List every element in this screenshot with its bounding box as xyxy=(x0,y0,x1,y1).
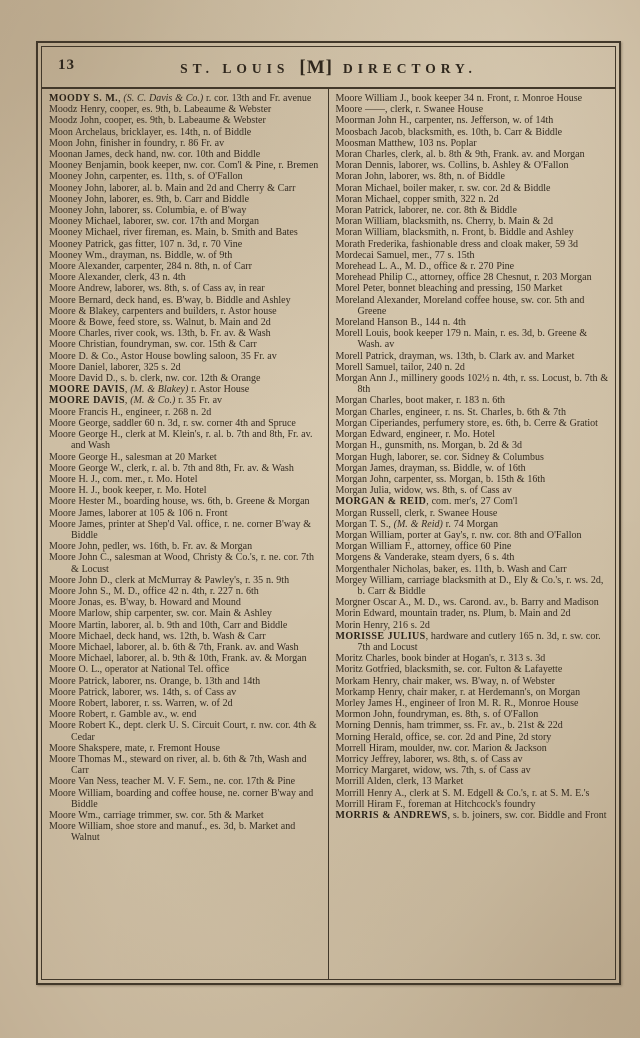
directory-entry: Moore David D., s. b. clerk, nw. cor. 12th & Orange xyxy=(49,373,261,385)
directory-entry: Moore Robert, laborer, r. ss. Warren, w. of 2d xyxy=(49,697,233,709)
page-number: 13 xyxy=(58,57,75,73)
directory-entry: Moosbach Jacob, blacksmith, es. 10th, b. Carr & Biddle xyxy=(335,126,563,138)
directory-entry: Moore John, pedler, ws. 16th, b. Fr. av. & Morgan xyxy=(49,541,253,553)
directory-entry: Mooney Michael, laborer, sw. cor. 17th and Morgan xyxy=(49,216,259,228)
directory-entry: Moosman Matthew, 103 ns. Poplar xyxy=(335,137,477,149)
directory-entry: Morehead Philip C., attorney, office 28 Chesnut, r. 203 Morgan xyxy=(335,272,592,284)
directory-entry: Moore Wm., carriage trimmer, sw. cor. 5th & Market xyxy=(49,810,264,821)
directory-entry: Moritz Gotfried, blacksmith, se. cor. Fulton & Lafayette xyxy=(335,664,563,676)
directory-entry: Moore Van Ness, teacher M. V. F. Sem., ne. cor. 17th & Pine xyxy=(49,776,296,788)
directory-entry: Morgan H., gunsmith, ns. Morgan, b. 2d & 3d xyxy=(335,440,522,452)
title-left: ST. LOUIS xyxy=(180,61,290,76)
directory-entry: Morrill Alden, clerk, 13 Market xyxy=(335,776,464,788)
directory-entry: Moore Patrick, laborer, ns. Orange, b. 13th and 14th xyxy=(49,675,261,687)
directory-entry: Moran Michael, copper smith, 322 n. 2d xyxy=(335,193,499,205)
directory-entry: Moore Daniel, laborer, 325 s. 2d xyxy=(49,361,181,373)
directory-entry: Morkamp Henry, chair maker, r. at Herdemann's, on Morgan xyxy=(335,686,581,698)
directory-entry: Mooney John, laborer, es. 9th, b. Carr and Biddle xyxy=(49,193,250,205)
directory-entry: Moore & Bowe, feed store, ss. Walnut, b. Main and 2d xyxy=(49,317,271,329)
directory-entry: Mooney Wm., drayman, ns. Biddle, w. of 9th xyxy=(49,249,233,261)
title-section-letter: [M] xyxy=(299,57,333,78)
directory-entry: Morin Henry, 216 s. 2d xyxy=(335,619,430,631)
directory-entry: MOODY S. M., (S. C. Davis & Co.) r. cor. 13th and Fr. avenue xyxy=(49,93,312,104)
directory-entry: Moran John, laborer, ws. 8th, n. of Biddle xyxy=(335,171,505,183)
directory-entry: Moore O. L., operator at National Tel. office xyxy=(49,664,230,676)
page-header xyxy=(42,47,615,89)
directory-entry: Morgan Ciperiandes, perfumery store, es. 6th, b. Cerre & Gratiot xyxy=(335,417,598,429)
directory-entry: Morell Louis, book keeper 179 n. Main, r. es. 3d, b. Greene & Wash. av xyxy=(335,328,588,351)
directory-entry: Mooney Patrick, gas fitter, 107 n. 3d, r. 70 Vine xyxy=(49,238,243,250)
directory-entry: Morgan Julia, widow, ws. 8th, s. of Cass av xyxy=(335,485,512,497)
directory-entry: Mooney John, laborer, ss. Columbia, e. of B'way xyxy=(49,205,247,217)
page-border-frame xyxy=(36,41,621,985)
directory-entry: Moore Alexander, carpenter, 284 n. 8th, n. of Carr xyxy=(49,261,252,273)
directory-entry: Moore James, printer at Shep'd Val. office, r. ne. corner B'way & Biddle xyxy=(49,518,312,541)
directory-entry: Morell Samuel, tailor, 240 n. 2d xyxy=(335,361,465,373)
directory-entry: Moran Charles, clerk, al. b. 8th & 9th, Frank. av. and Morgan xyxy=(335,149,585,161)
directory-entry: Moore Andrew, laborer, ws. 8th, s. of Cass av, in rear xyxy=(49,283,265,295)
directory-entry: Morgan Hugh, laborer, se. cor. Sidney & Columbus xyxy=(335,451,544,463)
directory-entry: Mooney Benjamin, book keeper, nw. cor. Com'l & Pine, r. Bremen xyxy=(49,160,319,172)
directory-entry: Moore Christian, foundryman, sw. cor. 15th & Carr xyxy=(49,339,257,351)
directory-entry: Morgenthaler Nicholas, baker, es. 11th, b. Wash and Carr xyxy=(335,563,567,575)
directory-entry: Moore George, saddler 60 n. 3d, r. sw. corner 4th and Spruce xyxy=(49,417,296,429)
directory-entry: Moore Alexander, clerk, 43 n. 4th xyxy=(49,272,186,284)
directory-entry: Morgey William, carriage blacksmith at D., Ely & Co.'s, r. ws. 2d, b. Carr & Biddle xyxy=(335,574,604,597)
directory-entry: Moore D. & Co., Astor House bowling saloon, 35 Fr. av xyxy=(49,350,277,362)
directory-entry: Morgan William F., attorney, office 60 Pine xyxy=(335,541,512,553)
directory-entry: MORISSE JULIUS, hardware and cutlery 165 n. 3d, r. sw. cor. 7th and Locust xyxy=(335,630,601,653)
title-right: DIRECTORY. xyxy=(342,61,477,76)
directory-entry: Moore Robert, r. Gamble av., w. end xyxy=(49,709,197,721)
directory-entry: Moore Michael, laborer, al. b. 9th & 10th, Frank. av. & Morgan xyxy=(49,653,307,665)
directory-entry: Morgan James, drayman, ss. Biddle, w. of 16th xyxy=(335,462,526,474)
directory-entry: Morley James H., engineer of Iron M. R. R., Monroe House xyxy=(335,697,579,709)
directory-entry: Moore Michael, deck hand, ws. 12th, b. Wash & Carr xyxy=(49,630,266,642)
directory-entry: Moore Robert K., dept. clerk U. S. Circuit Court, r. nw. cor. 4th & Cedar xyxy=(49,720,317,743)
directory-entry: Moore Thomas M., steward on river, al. b. 6th & 7th, Wash and Carr xyxy=(49,753,307,777)
directory-entry: Morgan T. S., (M. & Reid) r. 74 Morgan xyxy=(335,518,499,530)
directory-entry: Moore Martin, laborer, al. b. 9th and 10th, Carr and Biddle xyxy=(49,619,288,631)
directory-entry: Morgan William, porter at Gay's, r. nw. cor. 8th and O'Fallon xyxy=(335,529,582,541)
directory-entry: Morin Edward, mountain trader, ns. Plum, b. Main and 2d xyxy=(335,608,571,620)
directory-entry: Morkam Henry, chair maker, ws. B'way, n. of Webster xyxy=(335,675,556,687)
directory-entry: MORGAN & REID, com. mer's, 27 Com'l xyxy=(335,496,518,508)
directory-entry: Moran William, blacksmith, n. Front, b. Biddle and Ashley xyxy=(335,227,574,239)
directory-entry: Morgan Charles, engineer, r. ns. St. Charles, b. 6th & 7th xyxy=(335,406,566,418)
directory-entry: Moore Bernard, deck hand, es. B'way, b. Biddle and Ashley xyxy=(49,294,291,306)
directory-entry: Moore Francis H., engineer, r. 268 n. 2d xyxy=(49,406,212,418)
directory-entry: Moore H. J., book keeper, r. Mo. Hotel xyxy=(49,485,207,497)
page-inner-frame xyxy=(41,46,616,980)
directory-entry: Moreland Hanson B., 144 n. 4th xyxy=(335,317,466,329)
directory-entry: Morath Frederika, fashionable dress and cloak maker, 59 3d xyxy=(335,238,578,250)
directory-entry: Moore William J., book keeper 34 n. Front, r. Monroe House xyxy=(335,93,583,104)
directory-entry: MOORE DAVIS, (M. & Co.) r. 35 Fr. av xyxy=(49,395,223,407)
directory-entry: Morricy Jeffrey, laborer, ws. 8th, s. of Cass av xyxy=(335,753,523,765)
directory-entry: Moreland Alexander, Moreland coffee house, sw. cor. 5th and Greene xyxy=(335,294,585,317)
directory-entry: Morning Herald, office, se. cor. 2d and Pine, 2d story xyxy=(335,731,552,743)
directory-entry: Moore John C., salesman at Wood, Christy & Co.'s, r. ne. cor. 7th & Locust xyxy=(49,552,314,575)
directory-column-left xyxy=(42,89,329,979)
directory-entry: Moran William, blacksmith, ns. Cherry, b. Main & 2d xyxy=(335,216,554,228)
directory-entry: Morricy Margaret, widow, ws. 7th, s. of Cass av xyxy=(335,765,531,777)
directory-entry: Moran Dennis, laborer, ws. Collins, b. Ashley & O'Fallon xyxy=(335,160,569,172)
directory-entry: Morehead L. A., M. D., office & r. 270 Pine xyxy=(335,261,515,273)
directory-entry: Moore William, boarding and coffee house, ne. corner B'way and Biddle xyxy=(49,787,314,810)
directory-entry: Morel Peter, bonnet bleaching and pressing, 150 Market xyxy=(335,283,563,295)
directory-entry: Morgan Edward, engineer, r. Mo. Hotel xyxy=(335,429,495,441)
directory-entry: Morrill Hiram F., foreman at Hitchcock's foundry xyxy=(335,798,536,810)
directory-entry: Moore Michael, laborer, al. b. 6th & 7th, Frank. av. and Wash xyxy=(49,641,299,653)
directory-entry: Morgens & Vanderake, steam dyers, 6 s. 4th xyxy=(335,552,515,564)
directory-entry: Moore James, laborer at 105 & 106 n. Front xyxy=(49,507,228,519)
directory-entry: Moore H. J., com. mer., r. Mo. Hotel xyxy=(49,473,198,485)
directory-entry: Moritz Charles, book binder at Hogan's, r. 313 s. 3d xyxy=(335,653,546,665)
directory-entry: Moore Marlow, ship carpenter, sw. cor. Main & Ashley xyxy=(49,608,272,620)
directory-entry: Moore George H., salesman at 20 Market xyxy=(49,451,217,463)
directory-entry: Moore Jonas, es. B'way, b. Howard and Mound xyxy=(49,597,241,609)
directory-entry: MOORE DAVIS, (M. & Blakey) r. Astor House xyxy=(49,384,250,396)
directory-entry: MORRIS & ANDREWS, s. b. joiners, sw. cor. Biddle and Front xyxy=(335,810,607,821)
directory-entry: Mordecai Samuel, mer., 77 s. 15th xyxy=(335,249,475,261)
directory-entry: Morrill Henry A., clerk at S. M. Edgell & Co.'s, r. at S. M. E.'s xyxy=(335,787,590,799)
directory-entry: Moodz John, cooper, es. 9th, b. Labeaume & Webster xyxy=(49,115,266,127)
directory-entry: Moodz Henry, cooper, es. 9th, b. Labeaume & Webster xyxy=(49,104,272,116)
page-title xyxy=(42,58,615,80)
directory-entry: Morgan Charles, boot maker, r. 183 n. 6th xyxy=(335,395,506,407)
directory-entry: Moorman John H., carpenter, ns. Jefferson, w. of 14th xyxy=(335,115,554,127)
directory-column-right xyxy=(329,89,616,979)
directory-entry: Moore Patrick, laborer, ws. 14th, s. of Cass av xyxy=(49,686,237,698)
directory-entry: Morrell Hiram, moulder, nw. cor. Marion & Jackson xyxy=(335,742,547,754)
directory-entry: Moore Charles, river cook, ws. 13th, b. Fr. av. & Wash xyxy=(49,328,271,340)
directory-entry: Mooney Michael, river fireman, es. Main, b. Smith and Bates xyxy=(49,227,298,239)
directory-columns xyxy=(42,89,615,979)
directory-entry: Morgan Russell, clerk, r. Swanee House xyxy=(335,507,498,519)
directory-entry: Morning Dennis, ham trimmer, ss. Fr. av., b. 21st & 22d xyxy=(335,720,563,732)
directory-entry: Morgan John, carpenter, ss. Morgan, b. 15th & 16th xyxy=(335,473,546,485)
directory-entry: Mooney John, carpenter, es. 11th, s. of O'Fallon xyxy=(49,171,243,183)
directory-entry: Mooney John, laborer, al. b. Main and 2d and Cherry & Carr xyxy=(49,182,296,194)
directory-entry: Moore Shakspere, mate, r. Fremont House xyxy=(49,742,220,754)
directory-entry: Moore ——, clerk, r. Swanee House xyxy=(335,104,484,116)
directory-entry: Moore John D., clerk at McMurray & Pawley's, r. 35 n. 9th xyxy=(49,574,290,586)
directory-entry: Moore & Blakey, carpenters and builders, r. Astor house xyxy=(49,305,277,317)
directory-entry: Moore John S., M. D., office 42 n. 4th, r. 227 n. 6th xyxy=(49,585,259,597)
directory-entry: Morell Patrick, drayman, ws. 13th, b. Clark av. and Market xyxy=(335,350,575,362)
directory-entry: Morgner Oscar A., M. D., ws. Carond. av., b. Barry and Madison xyxy=(335,597,599,609)
directory-entry: Moran Michael, boiler maker, r. sw. cor. 2d & Biddle xyxy=(335,182,551,194)
directory-entry: Mormon John, foundryman, es. 8th, s. of O'Fallon xyxy=(335,709,539,721)
directory-entry: Moore George W., clerk, r. al. b. 7th and 8th, Fr. av. & Wash xyxy=(49,462,294,474)
directory-entry: Moonan James, deck hand, nw. cor. 10th and Biddle xyxy=(49,149,261,161)
directory-entry: Moore George H., clerk at M. Klein's, r. al. b. 7th and 8th, Fr. av. and Wash xyxy=(49,429,313,452)
directory-entry: Moore William, shoe store and manuf., es. 3d, b. Market and Walnut xyxy=(49,821,296,844)
directory-entry: Moon Archelaus, bricklayer, es. 14th, n. of Biddle xyxy=(49,126,252,138)
directory-entry: Moore Hester M., boarding house, ws. 6th, b. Greene & Morgan xyxy=(49,496,310,508)
directory-entry: Moon John, finisher in foundry, r. 86 Fr. av xyxy=(49,137,225,149)
directory-entry: Moran Patrick, laborer, ne. cor. 8th & Biddle xyxy=(335,205,517,217)
directory-entry: Morgan Ann J., millinery goods 102½ n. 4th, r. ss. Locust, b. 7th & 8th xyxy=(335,373,609,396)
